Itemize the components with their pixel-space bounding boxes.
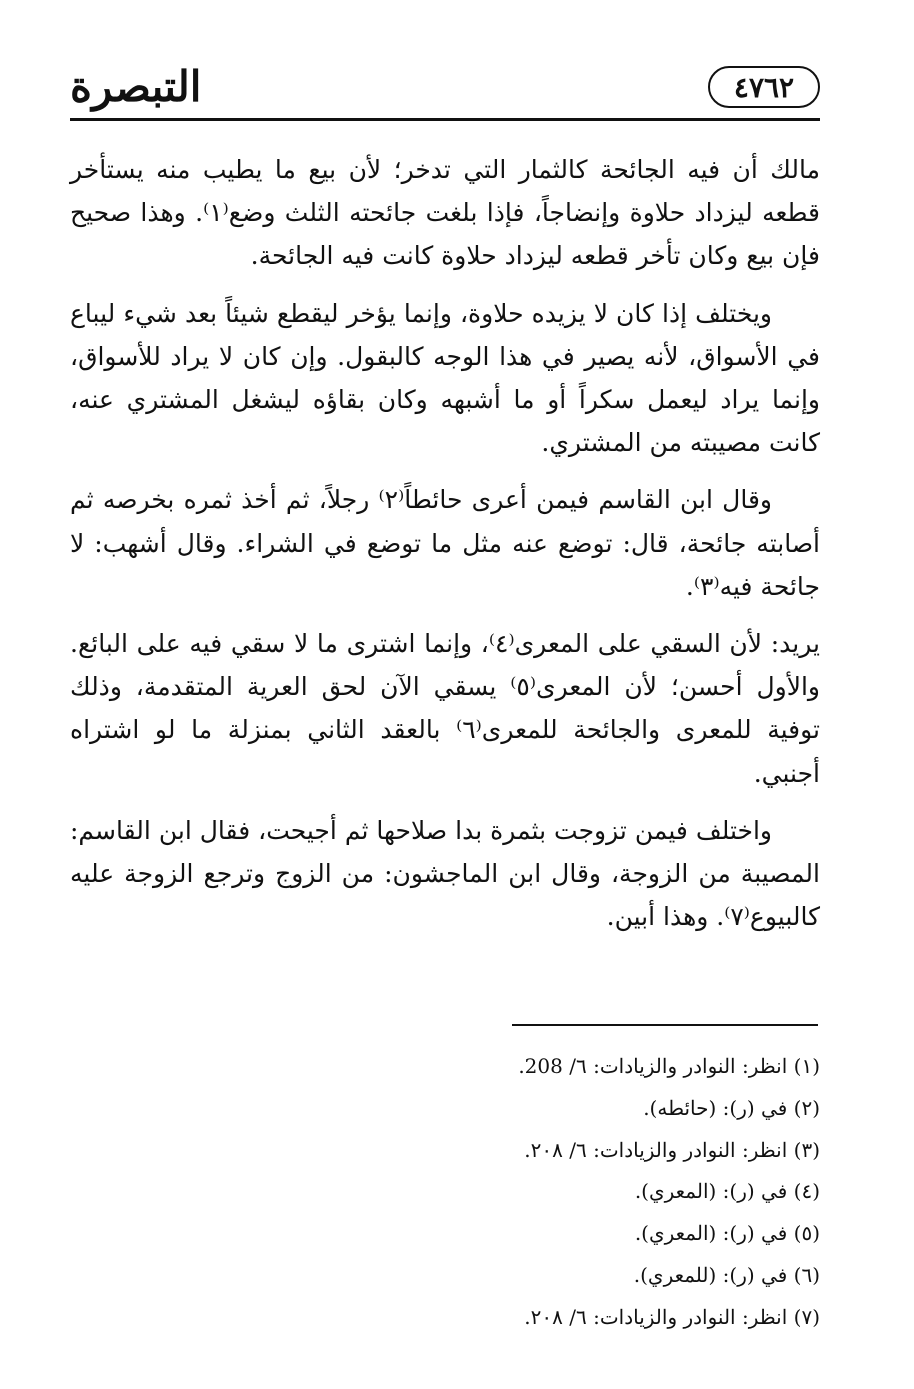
footnotes (70, 1046, 820, 1339)
main-text (70, 148, 820, 952)
paragraph-4: يريد: لأن السقي على المعرى⁽٤⁾، وإنما اشترى ما لا سقي فيه على البائع. والأول أحسن؛ لأن المعرى⁽٥⁾ يسقي الآن لحق العرية المتقدمة، وذلك توفية للمعرى والجائحة للمعرى⁽٦⁾ بالعقد الثاني بمنزلة ما لو اشتراه أجنبي. (70, 629, 820, 788)
footnote-4: (٤) في (ر): (المعري). (634, 1179, 820, 1204)
header-divider (70, 118, 820, 121)
paragraph-2: ويختلف إذا كان لا يزيده حلاوة، وإنما يؤخر ليقطع شيئاً بعد شيء ليباع في الأسواق، لأنه يصير في هذا الوجه كالبقول. وإن كان لا يراد للأسواق، وإنما يراد ليعمل سكراً أو ما أشبهه وكان بقاؤه ليشغل المشتري عنه، كانت مصيبته من المشتري. (70, 298, 820, 458)
footnote-3: (٣) انظر: النوادر والزيادات: ٦/ ٢٠٨. (524, 1137, 820, 1162)
footnote-1: (١) انظر: النوادر والزيادات: ٦/ 208. (518, 1054, 820, 1078)
page-header (70, 58, 820, 120)
paragraph-5: واختلف فيمن تزوجت بثمرة بدا صلاحها ثم أجيحت، فقال ابن القاسم: المصيبة من الزوجة، وقال ابن الماجشون: من الزوج وترجع الزوجة عليه كالبيوع⁽٧⁾. وهذا أبين. (70, 815, 820, 932)
footnote-7: (٧) انظر: النوادر والزيادات: ٦/ ٢٠٨. (524, 1304, 820, 1329)
paragraph-1: مالك أن فيه الجائحة كالثمار التي تدخر؛ لأن بيع ما يطيب منه يستأخر قطعه ليزداد حلاوة وإنضاجاً، فإذا بلغت جائحته الثلث وضع⁽١⁾. وهذا صحيح فإن بيع وكان تأخر قطعه ليزداد حلاوة كانت فيه الجائحة. (70, 155, 820, 271)
footnote-5: (٥) في (ر): (المعري). (634, 1221, 820, 1246)
footnote-6: (٦) في (ر): (للمعري). (633, 1262, 820, 1287)
page-number-badge: ٤٧٦٢ (708, 66, 820, 108)
paragraph-3: وقال ابن القاسم فيمن أعرى حائطاً⁽٢⁾ رجلاً، ثم أخذ ثمره بخرصه ثم أصابته جائحة، قال: توضع عنه مثل ما توضع في الشراء. وقال أشهب: لا جائحة فيه⁽٣⁾. (70, 485, 820, 601)
footnote-2: (٢) في (ر): (حائطه). (643, 1095, 820, 1120)
footnote-divider (512, 1024, 818, 1026)
book-title: التبصرة (70, 62, 202, 111)
